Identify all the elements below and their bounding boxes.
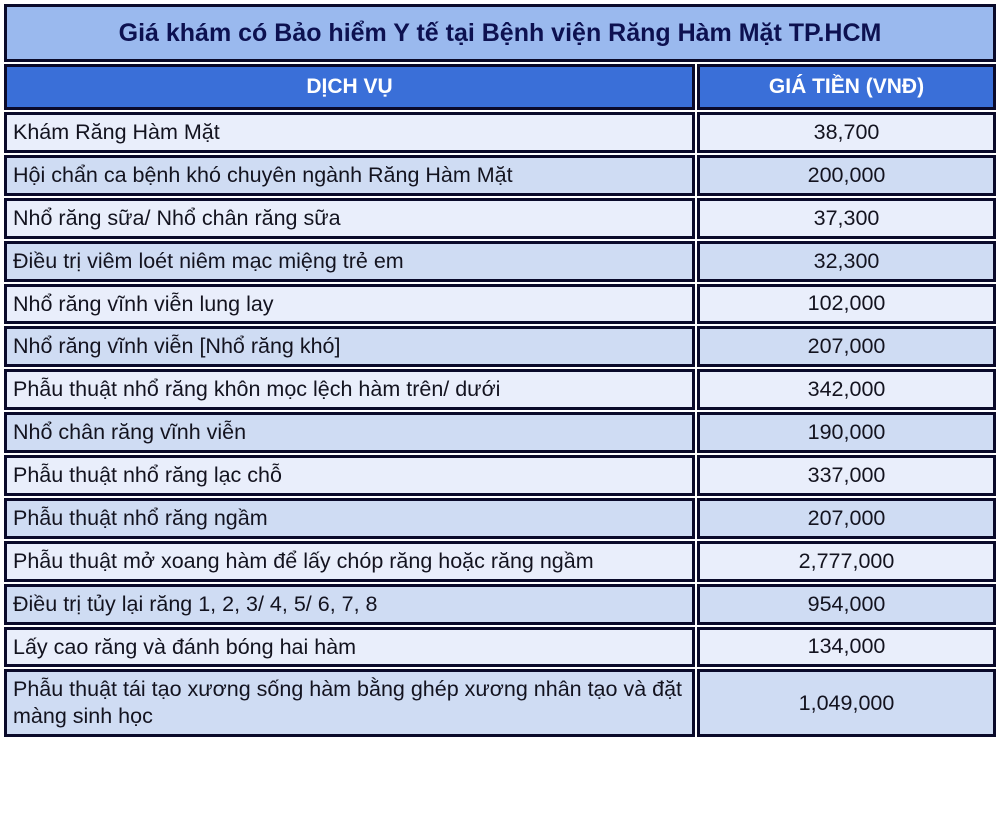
- price-cell: 200,000: [697, 155, 996, 196]
- price-cell: 190,000: [697, 412, 996, 453]
- price-cell: 337,000: [697, 455, 996, 496]
- service-cell: Phẫu thuật tái tạo xương sống hàm bằng ghép xương nhân tạo và đặt màng sinh học: [4, 669, 695, 737]
- table-row: [4, 584, 996, 625]
- price-cell: 342,000: [697, 369, 996, 410]
- column-header-service: DỊCH VỤ: [4, 64, 695, 110]
- service-cell: Nhổ răng vĩnh viễn lung lay: [4, 284, 695, 325]
- service-cell: Phẫu thuật nhổ răng ngầm: [4, 498, 695, 539]
- price-cell: 102,000: [697, 284, 996, 325]
- service-cell: Nhổ răng vĩnh viễn [Nhổ răng khó]: [4, 326, 695, 367]
- price-cell: 2,777,000: [697, 541, 996, 582]
- service-cell: Phẫu thuật nhổ răng lạc chỗ: [4, 455, 695, 496]
- service-cell: Phẫu thuật nhổ răng khôn mọc lệch hàm trên/ dưới: [4, 369, 695, 410]
- column-header-price: GIÁ TIỀN (VNĐ): [697, 64, 996, 110]
- price-cell: 38,700: [697, 112, 996, 153]
- table-row: [4, 627, 996, 668]
- table-row: [4, 326, 996, 367]
- price-cell: 134,000: [697, 627, 996, 668]
- service-cell: Khám Răng Hàm Mặt: [4, 112, 695, 153]
- table-row: [4, 455, 996, 496]
- service-cell: Điều trị tủy lại răng 1, 2, 3/ 4, 5/ 6, 7, 8: [4, 584, 695, 625]
- service-cell: Lấy cao răng và đánh bóng hai hàm: [4, 627, 695, 668]
- table-row: [4, 369, 996, 410]
- service-cell: Phẫu thuật mở xoang hàm để lấy chóp răng hoặc răng ngầm: [4, 541, 695, 582]
- table-row: [4, 541, 996, 582]
- service-cell: Điều trị viêm loét niêm mạc miệng trẻ em: [4, 241, 695, 282]
- table-title: Giá khám có Bảo hiểm Y tế tại Bệnh viện Răng Hàm Mặt TP.HCM: [4, 4, 996, 62]
- service-cell: Hội chẩn ca bệnh khó chuyên ngành Răng Hàm Mặt: [4, 155, 695, 196]
- price-cell: 207,000: [697, 326, 996, 367]
- price-table: [2, 2, 998, 739]
- service-cell: Nhổ chân răng vĩnh viễn: [4, 412, 695, 453]
- service-cell: Nhổ răng sữa/ Nhổ chân răng sữa: [4, 198, 695, 239]
- title-row: [4, 4, 996, 62]
- price-cell: 954,000: [697, 584, 996, 625]
- table-row: [4, 155, 996, 196]
- table-row: [4, 241, 996, 282]
- table-row: [4, 198, 996, 239]
- price-cell: 1,049,000: [697, 669, 996, 737]
- table-row: [4, 412, 996, 453]
- table-row: [4, 112, 996, 153]
- price-cell: 207,000: [697, 498, 996, 539]
- table-row: [4, 669, 996, 737]
- table-row: [4, 498, 996, 539]
- column-header-row: [4, 64, 996, 110]
- price-cell: 32,300: [697, 241, 996, 282]
- table-row: [4, 284, 996, 325]
- price-cell: 37,300: [697, 198, 996, 239]
